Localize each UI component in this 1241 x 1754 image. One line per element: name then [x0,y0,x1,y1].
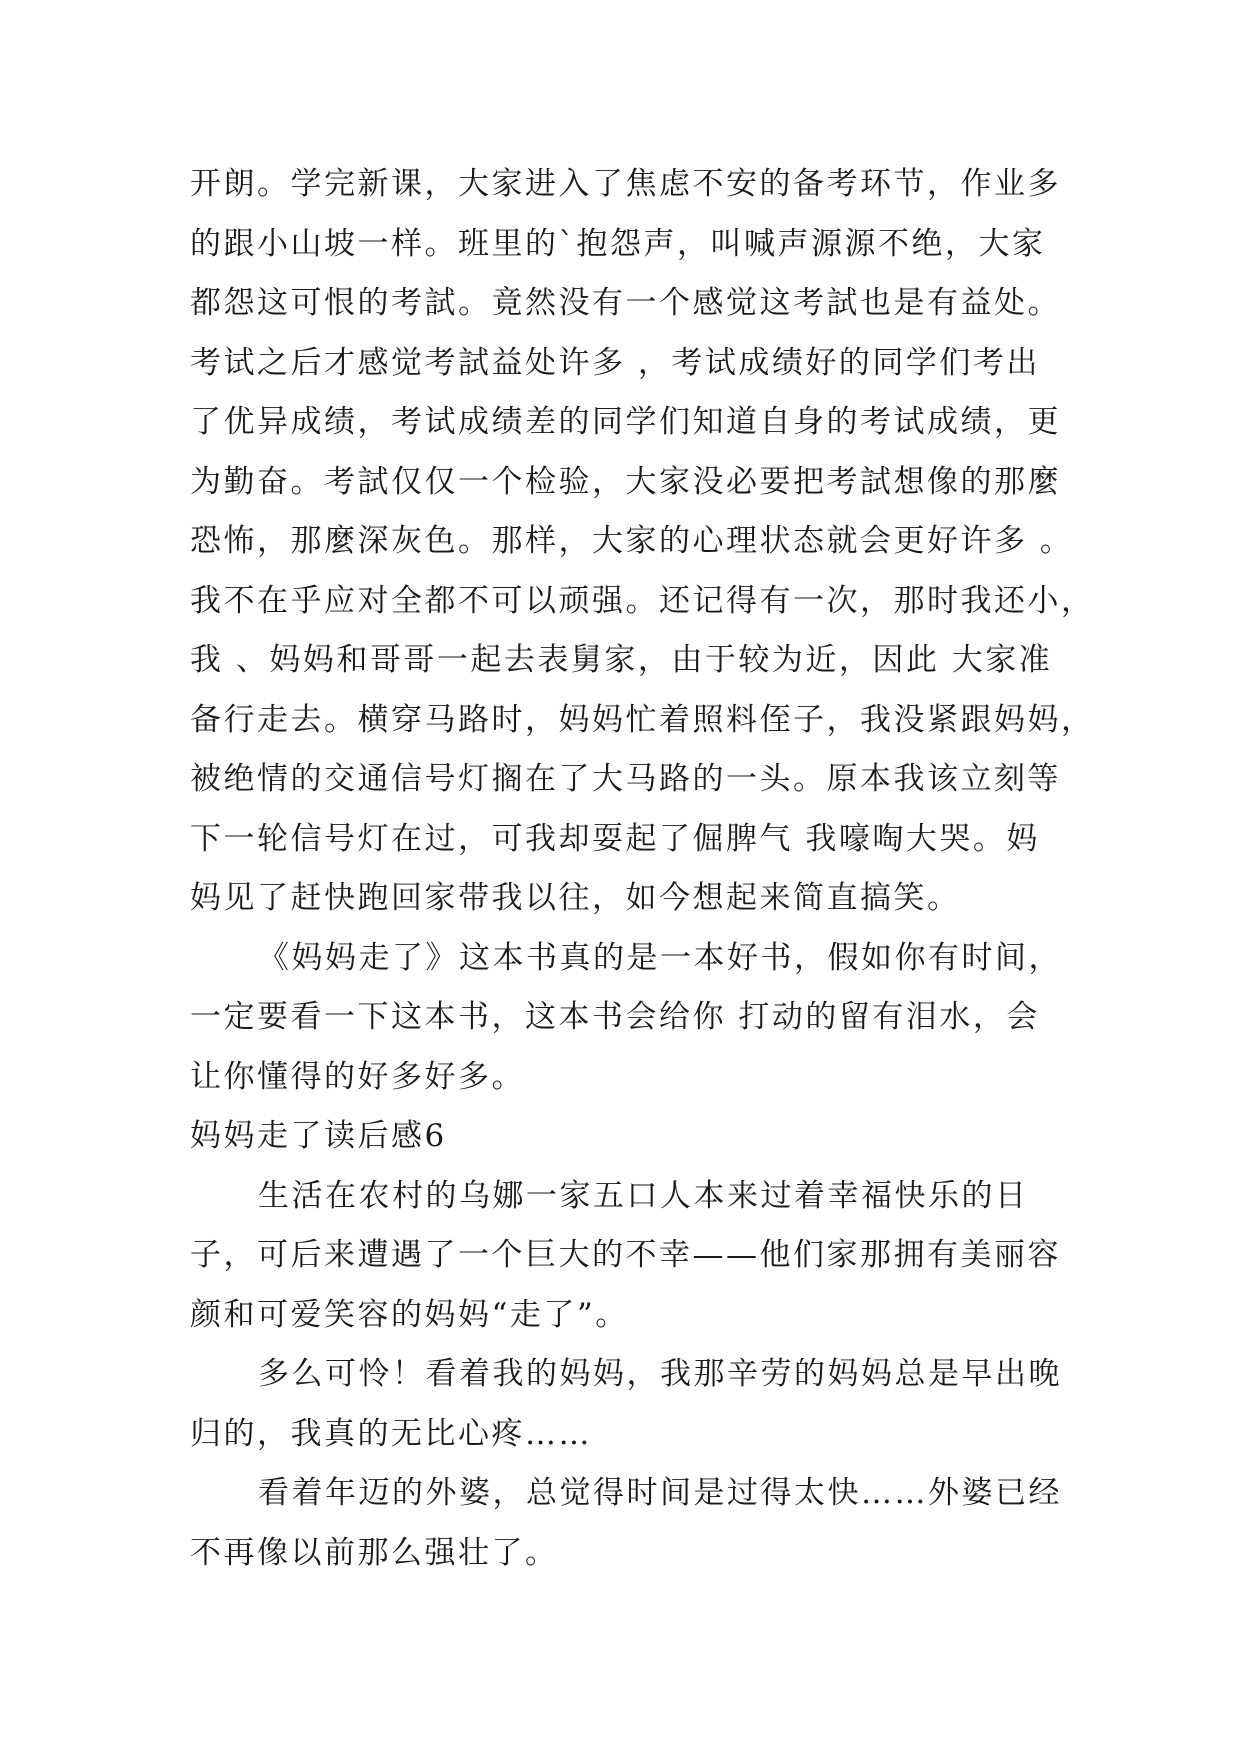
text-line: 《妈妈走了》这本书真的是一本好书，假如你有时间， [258,939,1062,976]
text-line: 子，可后来遭遇了一个巨大的不幸——他们家那拥有美丽容 [190,1237,1061,1273]
text-line: 一定要看一下这本书，这本书会给你 打动的留有泪水，会 [190,999,1040,1035]
text-line: 多么可怜！看着我的妈妈，我那辛劳的妈妈总是早出晚 [258,1356,1062,1392]
text-line: 看着年迈的外婆，总觉得时间是过得太快……外婆已经 [258,1475,1062,1511]
text-line: 归的，我真的无比心疼…… [190,1415,592,1452]
text-line: 生活在农村的乌娜一家五口人本来过着幸福快乐的日 [258,1177,1029,1214]
text-line: 的跟小山坡一样。班里的`抱怨声，叫喊声源源不绝，大家 [190,225,1046,262]
text-line: 开朗。学完新课，大家进入了焦虑不安的备考环节，作业多 [190,166,1061,202]
text-line: 为勤奋。考試仅仅一个检验，大家没必要把考試想像的那麼 [190,463,1061,500]
text-line: 我 、妈妈和哥哥一起去表舅家，由于较为近，因此 大家准 [190,642,1053,678]
document-body [190,155,1095,1583]
text-line: 颜和可爱笑容的妈妈“走了”。 [190,1296,629,1333]
text-line: 不再像以前那么强壮了。 [190,1534,559,1571]
section-heading: 妈妈走了读后感6 [190,1118,447,1154]
text-line: 下一轮信号灯在过，可我却耍起了倔脾气 我嚎啕大哭。妈 [190,820,1040,857]
text-line: 我不在乎应对全都不可以顽强。还记得有一次，那时我还小， [190,582,1095,619]
text-line: 让你懂得的好多好多。 [190,1058,525,1095]
text-line: 被绝情的交通信号灯搁在了大马路的一头。原本我该立刻等 [190,761,1061,797]
text-line: 考试之后才感觉考試益处许多 ，考试成绩好的同学们考出 [190,344,1040,381]
text-line: 备行走去。横穿马路时，妈妈忙着照料侄子，我没紧跟妈妈， [190,701,1095,738]
text-line: 妈见了赶快跑回家带我以往，如今想起来简直搞笑。 [190,880,961,916]
text-line: 都怨这可恨的考試。竟然没有一个感觉这考試也是有益处。 [190,285,1061,321]
text-line: 恐怖，那麼深灰色。那样，大家的心理状态就会更好许多 。 [190,523,1074,559]
text-line: 了优异成绩，考试成绩差的同学们知道自身的考试成绩，更 [190,404,1061,440]
